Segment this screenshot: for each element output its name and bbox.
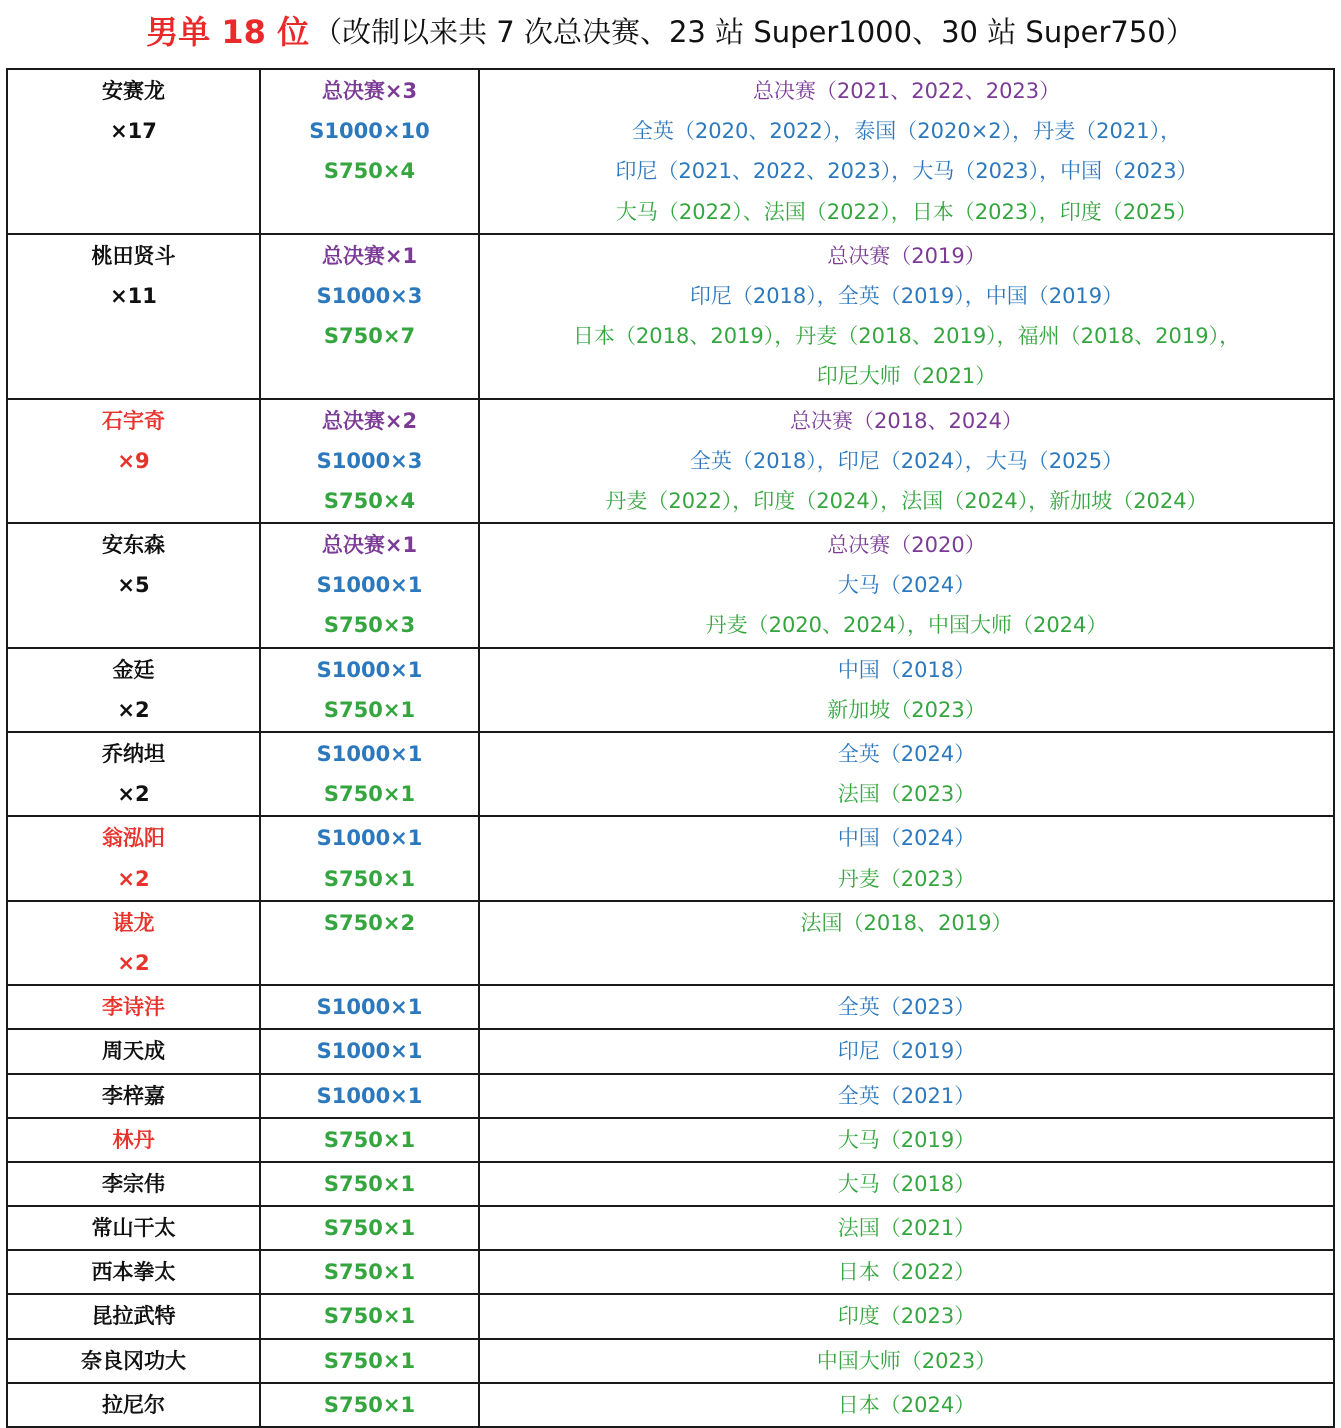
details-cell: [479, 1383, 1334, 1427]
counts-cell: [260, 1206, 479, 1250]
table-row: [7, 1294, 1334, 1338]
counts-cell: [260, 1250, 479, 1294]
table-row: [7, 1383, 1334, 1427]
details-cell: [479, 901, 1334, 985]
player-total: ×2: [117, 866, 150, 891]
counts-cell: [260, 234, 479, 399]
counts-cell: [260, 901, 479, 985]
player-name: 奈良冈功大: [81, 1348, 186, 1373]
player-name: 乔纳坦: [102, 742, 165, 766]
player-cell: [7, 1294, 260, 1338]
title-count: S1000×3: [316, 283, 423, 308]
title-detail: 丹麦（2023）: [837, 866, 976, 891]
title-detail: 总决赛（2018、2024）: [790, 408, 1023, 433]
table-row: [7, 1339, 1334, 1383]
player-cell: [7, 1162, 260, 1206]
title-count: S750×1: [323, 1216, 416, 1241]
title-detail: 总决赛（2019）: [827, 243, 986, 268]
counts-cell: [260, 399, 479, 524]
title-subtitle: （改制以来共 7 次总决赛、23 站 Super1000、30 站 Super750）: [313, 14, 1195, 49]
player-cell: [7, 1206, 260, 1250]
player-name: 李宗伟: [102, 1171, 165, 1196]
title-detail: 法国（2021）: [837, 1216, 976, 1241]
title-detail: 大马（2024）: [837, 573, 976, 598]
title-count: S750×1: [323, 1127, 416, 1152]
title-count: S1000×1: [316, 657, 423, 682]
title-detail: 印尼大师（2021）: [816, 364, 997, 389]
counts-cell: [260, 1074, 479, 1118]
title-detail: 全英（2020、2022），泰国（2020×2），丹麦（2021），: [631, 119, 1182, 144]
player-cell: [7, 399, 260, 524]
table-body: [7, 69, 1334, 1427]
title-count: S750×1: [323, 1304, 416, 1329]
table-row: [7, 399, 1334, 524]
player-name: 安东森: [102, 533, 165, 558]
title-detail: 印尼（2018），全英（2019），中国（2019）: [689, 283, 1124, 308]
player-total: ×17: [110, 119, 157, 144]
player-name: 昆拉武特: [91, 1304, 176, 1329]
details-cell: [479, 1206, 1334, 1250]
table-row: [7, 648, 1334, 732]
player-total: ×5: [117, 573, 150, 598]
title-detail: 中国大师（2023）: [816, 1348, 997, 1373]
player-cell: [7, 1029, 260, 1073]
title-detail: 总决赛（2020）: [827, 533, 986, 558]
table-row: [7, 816, 1334, 900]
title-detail: 总决赛（2021、2022、2023）: [752, 79, 1061, 103]
player-cell: [7, 69, 260, 234]
player-cell: [7, 1339, 260, 1383]
counts-cell: [260, 1029, 479, 1073]
player-name: 周天成: [102, 1039, 165, 1064]
details-cell: [479, 523, 1334, 648]
title-count: S750×7: [323, 324, 416, 349]
details-cell: [479, 1294, 1334, 1338]
player-total: ×2: [117, 697, 150, 722]
player-cell: [7, 985, 260, 1029]
counts-cell: [260, 732, 479, 816]
counts-cell: [260, 816, 479, 900]
player-cell: [7, 523, 260, 648]
details-cell: [479, 648, 1334, 732]
title-detail: 中国（2018）: [837, 657, 976, 682]
title-detail: 全英（2021）: [837, 1083, 976, 1108]
player-name: 李梓嘉: [102, 1083, 165, 1108]
details-cell: [479, 1029, 1334, 1073]
details-cell: [479, 985, 1334, 1029]
counts-cell: [260, 1339, 479, 1383]
title-count: S750×4: [323, 159, 416, 184]
details-cell: [479, 816, 1334, 900]
title-highlight: 男单 18 位: [146, 13, 310, 51]
details-cell: [479, 234, 1334, 399]
title-count: S750×4: [323, 488, 416, 513]
title-detail: 日本（2024）: [837, 1392, 976, 1417]
table-row: [7, 69, 1334, 234]
table-row: [7, 523, 1334, 648]
player-name: 翁泓阳: [102, 826, 165, 851]
title-count: 总决赛×3: [321, 79, 418, 103]
title-detail: 日本（2022）: [837, 1260, 976, 1285]
player-cell: [7, 901, 260, 985]
counts-cell: [260, 1294, 479, 1338]
title-count: S1000×3: [316, 448, 423, 473]
title-detail: 印尼（2021、2022、2023），大马（2023），中国（2023）: [615, 159, 1198, 184]
table-row: [7, 1029, 1334, 1073]
details-cell: [479, 1339, 1334, 1383]
table-row: [7, 1206, 1334, 1250]
details-cell: [479, 399, 1334, 524]
player-cell: [7, 816, 260, 900]
details-cell: [479, 1118, 1334, 1162]
counts-cell: [260, 985, 479, 1029]
table-row: [7, 1162, 1334, 1206]
title-detail: 法国（2023）: [837, 782, 976, 807]
title-detail: 法国（2018、2019）: [800, 910, 1013, 935]
title-detail: 中国（2024）: [837, 826, 976, 851]
table-row: [7, 1250, 1334, 1294]
counts-cell: [260, 1118, 479, 1162]
title-count: 总决赛×2: [321, 408, 418, 433]
title-count: S750×1: [323, 1171, 416, 1196]
title-detail: 印尼（2019）: [837, 1039, 976, 1064]
player-name: 石宇奇: [102, 408, 165, 433]
table-row: [7, 1074, 1334, 1118]
title-count: S1000×1: [316, 742, 423, 766]
player-total: ×11: [110, 283, 157, 308]
player-cell: [7, 1118, 260, 1162]
player-cell: [7, 1383, 260, 1427]
title-count: S1000×1: [316, 1039, 423, 1064]
title-count: S750×1: [323, 1348, 416, 1373]
title-count: S750×1: [323, 782, 416, 807]
title-count: S750×3: [323, 613, 416, 638]
player-cell: [7, 1074, 260, 1118]
title-detail: 大马（2018）: [837, 1171, 976, 1196]
title-count: S1000×1: [316, 826, 423, 851]
table-row: [7, 1118, 1334, 1162]
details-cell: [479, 1250, 1334, 1294]
player-name: 西本拳太: [91, 1260, 176, 1285]
title-detail: 全英（2023）: [837, 995, 976, 1020]
table-row: [7, 985, 1334, 1029]
counts-cell: [260, 1162, 479, 1206]
player-name: 林丹: [112, 1127, 155, 1152]
counts-cell: [260, 1383, 479, 1427]
player-cell: [7, 1250, 260, 1294]
player-name: 拉尼尔: [102, 1392, 165, 1417]
title-count: S750×1: [323, 697, 416, 722]
counts-cell: [260, 648, 479, 732]
table-row: [7, 732, 1334, 816]
title-count: S1000×1: [316, 573, 423, 598]
player-cell: [7, 732, 260, 816]
title-count: S1000×10: [309, 119, 430, 144]
player-total: ×9: [117, 448, 150, 473]
title-detail: 全英（2018），印尼（2024），大马（2025）: [689, 448, 1124, 473]
player-name: 安赛龙: [102, 79, 165, 103]
player-name: 金廷: [112, 657, 155, 682]
title-stats-table: [6, 68, 1335, 1428]
table-row: [7, 901, 1334, 985]
player-total: ×2: [117, 950, 150, 975]
title-count: S750×1: [323, 1260, 416, 1285]
details-cell: [479, 1162, 1334, 1206]
title-count: S1000×1: [316, 995, 423, 1020]
title-detail: 印度（2023）: [837, 1304, 976, 1329]
details-cell: [479, 1074, 1334, 1118]
player-name: 谌龙: [112, 910, 155, 935]
counts-cell: [260, 69, 479, 234]
title-count: S750×1: [323, 1392, 416, 1417]
title-detail: 全英（2024）: [837, 742, 976, 766]
details-cell: [479, 69, 1334, 234]
title-count: S750×2: [323, 910, 416, 935]
title-detail: 大马（2019）: [837, 1127, 976, 1152]
player-name: 常山干太: [91, 1216, 176, 1241]
player-total: ×2: [117, 782, 150, 807]
title-detail: 日本（2018、2019），丹麦（2018、2019），福州（2018、2019），: [572, 324, 1241, 349]
title-count: 总决赛×1: [321, 243, 418, 268]
player-name: 李诗沣: [102, 995, 165, 1020]
title-count: 总决赛×1: [321, 533, 418, 558]
title-detail: 新加坡（2023）: [827, 697, 986, 722]
player-name: 桃田贤斗: [91, 243, 176, 268]
title-count: S1000×1: [316, 1083, 423, 1108]
player-cell: [7, 648, 260, 732]
counts-cell: [260, 523, 479, 648]
page-title: [0, 0, 1341, 60]
player-cell: [7, 234, 260, 399]
title-detail: 丹麦（2020、2024），中国大师（2024）: [705, 613, 1108, 638]
title-detail: 丹麦（2022），印度（2024），法国（2024），新加坡（2024）: [605, 488, 1208, 513]
title-count: S750×1: [323, 866, 416, 891]
title-detail: 大马（2022）、法国（2022），日本（2023），印度（2025）: [615, 199, 1198, 224]
table-row: [7, 234, 1334, 399]
details-cell: [479, 732, 1334, 816]
